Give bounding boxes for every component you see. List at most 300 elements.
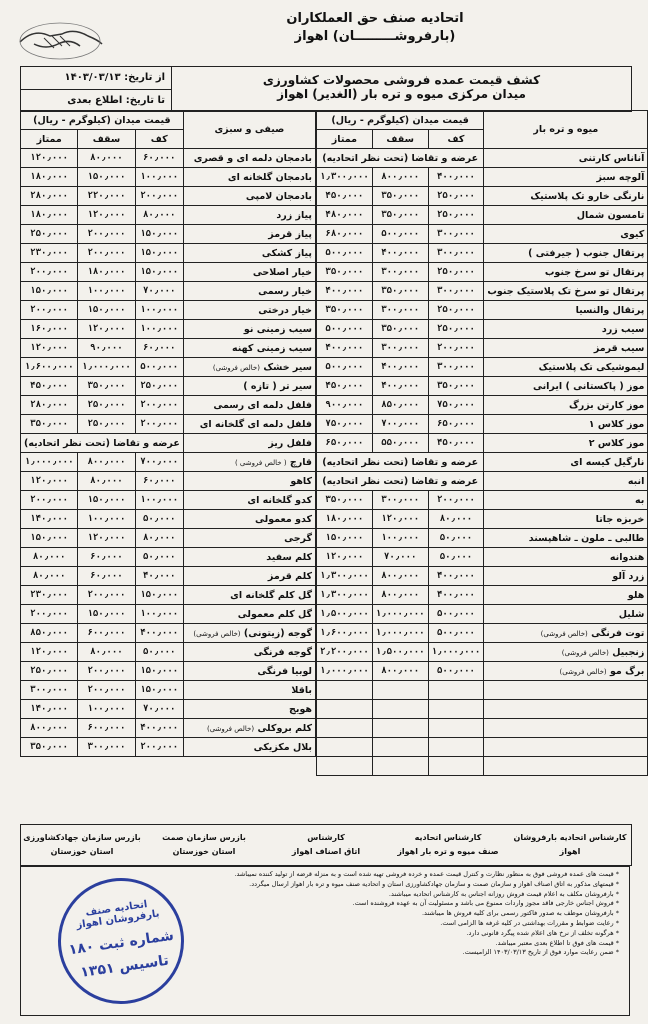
item-name — [183, 548, 315, 567]
price-min: ۵۰۰٫۰۰۰ — [135, 358, 183, 377]
signature-row — [20, 824, 632, 866]
item-name-text: آلوچه سبز — [596, 171, 645, 183]
item-name-text: فلفل دلمه ای گلخانه ای — [199, 418, 312, 430]
note-line: * ضمن رعایت موارد فوق از تاریخ ۱۴۰۳/۰۳/۱۳ الزامیست. — [462, 948, 619, 957]
table-row — [21, 320, 316, 339]
price-premium: ۱۶۰٫۰۰۰ — [21, 320, 78, 339]
item-name — [183, 529, 315, 548]
price-min: ۲۵۰٫۰۰۰ — [428, 187, 484, 206]
item-name — [484, 244, 648, 263]
item-name — [183, 567, 315, 586]
item-note: (خالص فروشی) — [561, 648, 609, 657]
price-min: ۳۰۰٫۰۰۰ — [428, 282, 484, 301]
price-max — [372, 681, 428, 700]
price-min: ۲۰۰٫۰۰۰ — [135, 396, 183, 415]
price-max: ۳۵۰٫۰۰۰ — [372, 206, 428, 225]
price-premium: ۴۵۰٫۰۰۰ — [21, 377, 78, 396]
table-row — [21, 586, 316, 605]
price-premium: ۱۵۰٫۰۰۰ — [21, 529, 78, 548]
item-name — [484, 434, 648, 453]
price-max: ۳۵۰٫۰۰۰ — [372, 187, 428, 206]
price-premium — [317, 681, 373, 700]
item-name — [183, 339, 315, 358]
title-line2: میدان مرکزی میوه و تره بار (الغدیر) اهواز — [277, 87, 526, 101]
price-min: ۲۵۰٫۰۰۰ — [428, 263, 484, 282]
price-max: ۵۵۰٫۰۰۰ — [372, 434, 428, 453]
price-max: ۶۰۰٫۰۰۰ — [78, 624, 135, 643]
price-min: ۱۵۰٫۰۰۰ — [135, 263, 183, 282]
price-max: ۱۰۰٫۰۰۰ — [78, 700, 135, 719]
note-line: * قیمت های عمده فروشی فوق به منظور نظارت و کنترل قیمت عمده و خرده فروشی تهیه شده است و به منزله قرضه از تولید کننده نمیباشد. — [234, 870, 619, 878]
column-header-premium: ممتاز — [317, 130, 373, 149]
price-min: ۶۰٫۰۰۰ — [135, 149, 183, 168]
item-name-text: موز کارتن بزرگ — [569, 399, 645, 411]
price-min: ۲۰۰٫۰۰۰ — [135, 415, 183, 434]
price-max — [372, 757, 428, 776]
price-premium: ۶۵۰٫۰۰۰ — [317, 434, 373, 453]
column-header-min: کف — [428, 130, 484, 149]
table-row — [21, 206, 316, 225]
table-row — [317, 282, 648, 301]
column-header-price: قیمت میدان (کیلوگرم - ریال) — [317, 111, 484, 130]
price-max: ۸۰٫۰۰۰ — [78, 149, 135, 168]
table-row — [317, 206, 648, 225]
price-min: ۱۵۰٫۰۰۰ — [135, 586, 183, 605]
table-row — [317, 187, 648, 206]
price-min: ۷۰۰٫۰۰۰ — [135, 453, 183, 472]
fruits-price-table — [316, 110, 648, 776]
item-note: (خالص فروشی) — [206, 724, 255, 733]
item-name — [484, 681, 648, 700]
table-row — [21, 700, 316, 719]
item-name — [183, 206, 315, 225]
item-name — [183, 738, 315, 757]
table-row — [21, 529, 316, 548]
table-row — [21, 301, 316, 320]
title-line1: کشف قیمت عمده فروشی محصولات کشاورزی — [262, 73, 541, 87]
table-row — [317, 757, 648, 776]
item-note: (خالص فروشی) — [540, 629, 588, 638]
price-min: ۲۵۰٫۰۰۰ — [428, 206, 484, 225]
price-premium: ۳۵۰٫۰۰۰ — [317, 301, 373, 320]
table-row — [21, 472, 316, 491]
price-max — [372, 700, 428, 719]
price-min: ۲۵۰٫۰۰۰ — [428, 320, 484, 339]
stamp-line3: تاسیس ۱۳۵۱ — [79, 952, 170, 981]
table-row — [21, 339, 316, 358]
price-min: ۱۰۰٫۰۰۰ — [135, 168, 183, 187]
item-name — [183, 434, 315, 453]
item-name-text: پیاز قرمز — [268, 228, 312, 240]
item-name — [183, 605, 315, 624]
price-min: ۴۰۰٫۰۰۰ — [135, 624, 183, 643]
table-row — [317, 453, 648, 472]
price-premium: ۱٫۵۰۰٫۰۰۰ — [317, 605, 373, 624]
signature-fruit-union-expert: کارشناس اتحادیه صنف میوه و تره بار اهواز — [397, 833, 499, 856]
item-name-text: کلم بروکلی — [257, 722, 312, 734]
price-min: ۲۰۰٫۰۰۰ — [428, 491, 484, 510]
price-max: ۱٫۵۰۰٫۰۰۰ — [372, 643, 428, 662]
item-name — [183, 719, 315, 738]
note-line: * قیمت های فوق تا اطلاع بعدی معتبر میباشد. — [495, 938, 619, 947]
item-name — [484, 624, 648, 643]
item-name — [183, 149, 315, 168]
price-premium: ۱٫۳۰۰٫۰۰۰ — [317, 168, 373, 187]
price-max: ۱۲۰٫۰۰۰ — [78, 529, 135, 548]
price-premium: ۵۰۰٫۰۰۰ — [317, 320, 373, 339]
item-name — [484, 605, 648, 624]
item-name — [183, 700, 315, 719]
price-min: ۲۰۰٫۰۰۰ — [135, 187, 183, 206]
table-row — [21, 719, 316, 738]
column-header-price: قیمت میدان (کیلوگرم - ریال) — [21, 111, 184, 130]
item-name — [484, 453, 648, 472]
item-name-text: گل کلم معمولی — [237, 608, 312, 620]
table-row — [21, 491, 316, 510]
note-line: * بارفروشان مکلف به اعلام قیمت فروش روزانه اجناس به کارشناس اتحادیه میباشند. — [388, 889, 619, 898]
price-min: ۷۰٫۰۰۰ — [135, 282, 183, 301]
item-name — [183, 624, 315, 643]
item-name — [484, 738, 648, 757]
item-name — [183, 491, 315, 510]
item-note: (خالص فروشی) — [559, 667, 607, 676]
table-row — [21, 244, 316, 263]
price-max: ۸۰۰٫۰۰۰ — [372, 567, 428, 586]
price-min: ۵۰۰٫۰۰۰ — [428, 624, 484, 643]
supply-demand-note: عرضه و تقاضا (تحت نظر اتحادیه) — [317, 472, 484, 491]
price-max — [372, 738, 428, 757]
item-name — [484, 187, 648, 206]
price-max: ۸۰۰٫۰۰۰ — [372, 168, 428, 187]
signature-samt-inspector: بازرس سازمان صمت استان خوزستان — [162, 833, 246, 856]
price-min: ۸۰٫۰۰۰ — [135, 206, 183, 225]
table-row — [317, 358, 648, 377]
price-min — [428, 738, 484, 757]
item-name — [183, 244, 315, 263]
price-max: ۱۲۰٫۰۰۰ — [78, 206, 135, 225]
item-name — [183, 187, 315, 206]
price-min: ۳۵۰٫۰۰۰ — [428, 377, 484, 396]
price-min: ۴۰۰٫۰۰۰ — [135, 719, 183, 738]
price-min: ۱۵۰٫۰۰۰ — [135, 225, 183, 244]
table-row — [21, 396, 316, 415]
price-premium: ۲۵۰٫۰۰۰ — [21, 225, 78, 244]
item-name — [183, 263, 315, 282]
item-name-text: هندوانه — [609, 551, 645, 563]
price-premium — [317, 738, 373, 757]
item-name — [183, 282, 315, 301]
price-min: ۴۰٫۰۰۰ — [135, 567, 183, 586]
item-name-text: توت فرنگی — [591, 627, 645, 639]
price-max: ۵۰۰٫۰۰۰ — [372, 225, 428, 244]
item-name — [484, 377, 648, 396]
item-name — [484, 700, 648, 719]
price-premium: ۷۵۰٫۰۰۰ — [317, 415, 373, 434]
price-premium: ۵۰۰٫۰۰۰ — [317, 358, 373, 377]
price-min: ۶۰٫۰۰۰ — [135, 472, 183, 491]
item-name-text: پرتقال والنسیا — [575, 304, 645, 316]
price-premium: ۱٫۶۰۰٫۰۰۰ — [21, 358, 78, 377]
price-min: ۲۰۰٫۰۰۰ — [428, 339, 484, 358]
price-max: ۳۰۰٫۰۰۰ — [372, 339, 428, 358]
item-name-text: کیوی — [620, 228, 645, 240]
price-min: ۳۰۰٫۰۰۰ — [428, 358, 484, 377]
note-line: * فروش اجناس خارجی فاقد مجوز واردات ممنوع می باشد و مسئولیت آن به عهده فروشنده است. — [352, 899, 619, 908]
price-premium: ۱۲۰٫۰۰۰ — [21, 472, 78, 491]
table-row — [317, 396, 648, 415]
item-name-text: پیاز کشکی — [261, 247, 312, 259]
document-title — [172, 67, 631, 111]
item-name-text: خیار اصلاحی — [252, 266, 312, 278]
item-name-text: زرد آلو — [612, 570, 645, 582]
price-premium: ۲۰۰٫۰۰۰ — [21, 491, 78, 510]
item-name — [484, 225, 648, 244]
price-premium: ۱۵۰٫۰۰۰ — [317, 529, 373, 548]
price-premium — [317, 719, 373, 738]
item-name-text: موز کلاس ۲ — [588, 437, 645, 449]
item-name — [484, 358, 648, 377]
price-max: ۱۵۰٫۰۰۰ — [78, 168, 135, 187]
item-name-text: گل کلم گلخانه ای — [230, 589, 312, 601]
price-min: ۴۰۰٫۰۰۰ — [428, 586, 484, 605]
table-row — [317, 168, 648, 187]
signature-guild-chamber: کارشناس اتاق اصناف اهواز — [291, 833, 361, 856]
stamp-line2: شماره ثبت ۱۸۰ — [67, 927, 175, 959]
date-from: از تاریخ: ۱۴۰۳/۰۳/۱۳ — [21, 67, 171, 90]
table-row — [317, 320, 648, 339]
price-premium: ۱۴۰٫۰۰۰ — [21, 700, 78, 719]
table-row — [317, 149, 648, 168]
table-row — [21, 624, 316, 643]
price-max: ۷۰٫۰۰۰ — [372, 548, 428, 567]
price-min: ۱۵۰٫۰۰۰ — [135, 681, 183, 700]
table-row — [317, 548, 648, 567]
item-name-text: هویج — [289, 703, 312, 715]
price-min: ۵۰٫۰۰۰ — [135, 643, 183, 662]
price-premium — [317, 757, 373, 776]
price-min: ۵۰٫۰۰۰ — [428, 548, 484, 567]
item-name-text: خیار رسمی — [258, 285, 312, 297]
price-max: ۲۰۰٫۰۰۰ — [78, 662, 135, 681]
item-name — [484, 396, 648, 415]
price-max: ۸۰۰٫۰۰۰ — [372, 586, 428, 605]
item-name-text: تامسون شمال — [576, 209, 645, 221]
price-premium — [317, 700, 373, 719]
column-header-item: صیفی و سبزی — [183, 111, 315, 149]
price-premium: ۱۴۰٫۰۰۰ — [21, 510, 78, 529]
table-row — [21, 738, 316, 757]
price-min: ۱۰۰٫۰۰۰ — [135, 301, 183, 320]
price-min: ۱۵۰٫۰۰۰ — [135, 662, 183, 681]
item-name-text: آناناس کارتنی — [578, 152, 645, 164]
item-note: ( خالص فروشی ) — [234, 458, 287, 467]
price-premium: ۵۰۰٫۰۰۰ — [317, 244, 373, 263]
table-row — [21, 415, 316, 434]
supply-demand-note: عرضه و تقاضا (تحت نظر اتحادیه) — [21, 434, 184, 453]
price-min: ۶۰٫۰۰۰ — [135, 339, 183, 358]
item-name-text: گوجه فرنگی — [253, 646, 312, 658]
item-name — [484, 339, 648, 358]
price-max: ۸۰٫۰۰۰ — [78, 643, 135, 662]
table-row — [317, 301, 648, 320]
column-header-item: میوه و تره بار — [484, 111, 648, 149]
item-name-text: طالبی ـ ملون ـ شاهپسند — [528, 532, 645, 544]
price-premium: ۱۲۰٫۰۰۰ — [21, 339, 78, 358]
item-name-text: کلم سفید — [266, 551, 312, 563]
price-max: ۸۰۰٫۰۰۰ — [372, 662, 428, 681]
item-name-text: برگ مو — [609, 665, 645, 677]
price-premium: ۳۵۰٫۰۰۰ — [21, 415, 78, 434]
table-row — [21, 681, 316, 700]
document-header — [20, 66, 632, 112]
table-row — [21, 282, 316, 301]
item-name-text: انبه — [627, 475, 645, 487]
price-max: ۲۰۰٫۰۰۰ — [78, 225, 135, 244]
vegetables-price-table — [20, 110, 316, 757]
price-min — [428, 719, 484, 738]
price-min: ۱٫۰۰۰٫۰۰۰ — [428, 643, 484, 662]
price-premium: ۱٫۳۰۰٫۰۰۰ — [317, 567, 373, 586]
table-row — [317, 434, 648, 453]
price-max: ۱۵۰٫۰۰۰ — [78, 605, 135, 624]
price-premium: ۱۸۰٫۰۰۰ — [317, 510, 373, 529]
price-min: ۵۰۰٫۰۰۰ — [428, 605, 484, 624]
price-min: ۴۰۰٫۰۰۰ — [428, 168, 484, 187]
price-premium: ۲۵۰٫۰۰۰ — [21, 662, 78, 681]
table-row — [317, 719, 648, 738]
item-name-text: سیر خشک — [263, 361, 312, 373]
item-name — [183, 586, 315, 605]
item-name — [484, 548, 648, 567]
price-min: ۸۰٫۰۰۰ — [135, 529, 183, 548]
price-min: ۶۵۰٫۰۰۰ — [428, 415, 484, 434]
price-premium: ۱۸۰٫۰۰۰ — [21, 206, 78, 225]
price-max: ۱۲۰٫۰۰۰ — [78, 320, 135, 339]
price-premium: ۴۰۰٫۰۰۰ — [317, 339, 373, 358]
item-name-text: کاهو — [290, 475, 312, 487]
price-min: ۷۰٫۰۰۰ — [135, 700, 183, 719]
table-row — [317, 586, 648, 605]
price-premium: ۲٫۲۰۰٫۰۰۰ — [317, 643, 373, 662]
price-min: ۱۵۰٫۰۰۰ — [135, 244, 183, 263]
item-name-text: سیب زرد — [601, 323, 645, 335]
price-premium: ۱٫۶۰۰٫۰۰۰ — [317, 624, 373, 643]
item-name-text: بادمجان گلخانه ای — [227, 171, 312, 183]
column-header-max: سقف — [78, 130, 135, 149]
price-max: ۱۲۰٫۰۰۰ — [372, 510, 428, 529]
table-row — [317, 529, 648, 548]
item-name — [183, 415, 315, 434]
supply-demand-note: عرضه و تقاضا (تحت نظر اتحادیه) — [317, 453, 484, 472]
table-row — [21, 358, 316, 377]
table-row — [317, 339, 648, 358]
item-name-text: سیب زمینی کهنه — [231, 342, 312, 354]
table-row — [21, 510, 316, 529]
price-premium: ۶۸۰٫۰۰۰ — [317, 225, 373, 244]
table-row — [21, 225, 316, 244]
item-name-text: باقلا — [291, 684, 312, 696]
item-name — [484, 586, 648, 605]
item-name — [183, 472, 315, 491]
item-name-text: سیر تر ( تازه ) — [243, 380, 312, 392]
price-max: ۱٫۰۰۰٫۰۰۰ — [372, 624, 428, 643]
table-row — [317, 472, 648, 491]
price-max: ۶۰٫۰۰۰ — [78, 567, 135, 586]
table-row — [317, 643, 648, 662]
table-row — [317, 738, 648, 757]
price-min — [428, 757, 484, 776]
price-max — [372, 719, 428, 738]
price-premium: ۸۰۰٫۰۰۰ — [21, 719, 78, 738]
item-name-text: بادمجان دلمه ای و قصری — [193, 152, 312, 164]
item-name — [183, 301, 315, 320]
price-min — [428, 700, 484, 719]
price-min: ۷۵۰٫۰۰۰ — [428, 396, 484, 415]
item-name — [484, 472, 648, 491]
price-max: ۳۰۰٫۰۰۰ — [372, 491, 428, 510]
item-name-text: سیب زمینی نو — [243, 323, 312, 335]
table-row — [21, 662, 316, 681]
item-name-text: فلفل ریز — [268, 437, 312, 449]
price-min: ۱۰۰٫۰۰۰ — [135, 320, 183, 339]
item-name-text: موز کلاس ۱ — [588, 418, 645, 430]
stamp-line1: اتحادیه صنف بارفروشان اهواز — [75, 899, 161, 931]
item-name — [484, 510, 648, 529]
price-min: ۳۰۰٫۰۰۰ — [428, 244, 484, 263]
item-name-text: سیب قرمز — [593, 342, 645, 354]
item-name-text: پیاز زرد — [276, 209, 312, 221]
table-row — [317, 700, 648, 719]
price-min: ۸۰٫۰۰۰ — [428, 510, 484, 529]
price-premium: ۳۵۰٫۰۰۰ — [317, 263, 373, 282]
price-max: ۲۰۰٫۰۰۰ — [78, 244, 135, 263]
price-premium: ۴۸۰٫۰۰۰ — [317, 206, 373, 225]
item-name-text: نارنگی خارو تک پلاستیک — [530, 190, 645, 202]
table-row — [317, 567, 648, 586]
item-name-text: کدو گلخانه ای — [247, 494, 312, 506]
item-name — [484, 567, 648, 586]
item-name — [183, 396, 315, 415]
table-row — [21, 567, 316, 586]
item-note: (خالص فروشی) — [212, 363, 260, 372]
table-header-row — [21, 111, 316, 130]
handshake-logo-icon — [14, 14, 106, 64]
price-max: ۶۰٫۰۰۰ — [78, 548, 135, 567]
price-premium: ۱۲۰٫۰۰۰ — [317, 548, 373, 567]
price-max: ۳۵۰٫۰۰۰ — [78, 377, 135, 396]
date-box — [21, 67, 172, 111]
price-max: ۳۵۰٫۰۰۰ — [372, 320, 428, 339]
table-row — [317, 491, 648, 510]
price-max: ۸۰٫۰۰۰ — [78, 472, 135, 491]
item-name — [484, 206, 648, 225]
price-premium: ۱٫۰۰۰٫۰۰۰ — [21, 453, 78, 472]
note-line: * رعایت ضوابط و مقررات بهداشتی در کلیه غرفه ها الزامی است. — [440, 918, 619, 927]
price-premium: ۲۰۰٫۰۰۰ — [21, 301, 78, 320]
item-name-text: نارگیل کیسه ای — [570, 456, 645, 468]
table-row — [317, 605, 648, 624]
table-row — [317, 624, 648, 643]
price-max: ۱۰۰٫۰۰۰ — [78, 510, 135, 529]
price-premium: ۸۰٫۰۰۰ — [21, 567, 78, 586]
item-name — [484, 263, 648, 282]
item-name — [484, 662, 648, 681]
item-name — [183, 510, 315, 529]
price-premium: ۲۸۰٫۰۰۰ — [21, 187, 78, 206]
table-row — [317, 415, 648, 434]
date-to: تا تاریخ: اطلاع بعدی — [67, 95, 165, 106]
item-name — [484, 643, 648, 662]
